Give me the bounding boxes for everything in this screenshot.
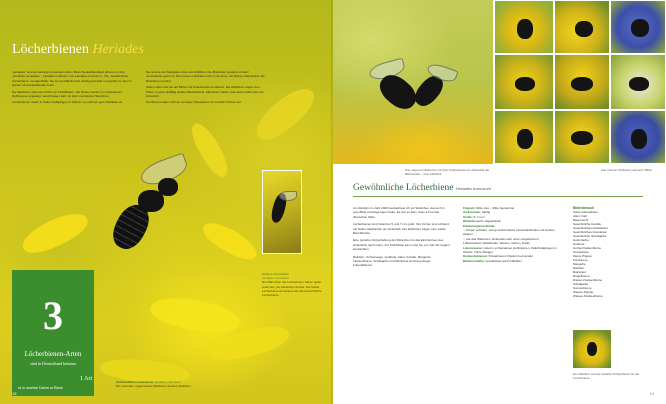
bee-body — [631, 129, 647, 149]
flower-list-item: Gundelrebe — [573, 250, 589, 255]
bee-thumbnail — [554, 0, 610, 54]
left-text-column-1 — [12, 70, 132, 107]
paragraph: Löcherbienen nisten in Käfer-Fraßgängen in Totholz, sie nehmen gern Nisthilfen an. — [12, 100, 124, 105]
section-heading — [353, 183, 491, 193]
flower-list-item: Sonnenblume — [573, 286, 592, 291]
paragraph: Die Bienen halten sich an sonnigen Standorten mit reichlich Totholz auf. — [146, 100, 242, 105]
bee-body — [587, 342, 597, 356]
caption-text: Die Männchen der Löcherbiene haben gelbe Antennen, die Weibchen dunkle. Die Gelbe Löcherbiene ist seltener als die Gewöhnliche Löcherbiene. — [262, 280, 322, 298]
paragraph: Löcherbienen sind zwischen 5 und 7 mm groß. Ihre Körper sind schwarz mit hellen Haarbinden am Hinterleib. Die Weibchen tragen eine weiße Bauchbürste. — [353, 222, 450, 236]
photo-caption-right: Hier ruht ein Weibchen auf einer Blüte. — [601, 168, 653, 172]
heading-text: Gewöhnliche Löcherbiene — [353, 183, 454, 193]
paragraph: Die Weibchen sammeln Pollen an Korbblütlern. Die Nester werden in vorhandenen Hohlräumen angelegt, verschlossen wird mit Harz und kleinen Steinchen. — [12, 89, 123, 99]
flower-list-item: Gewöhnliche Kamille — [573, 222, 602, 227]
caption-text: Ein ruhendes, regennasses Weibchen auf dem Rainfarn. — [116, 384, 192, 389]
flower-list — [573, 206, 643, 298]
title-latin: Heriades — [92, 42, 144, 57]
caption-latin: Heriades crenulatus — [262, 276, 289, 281]
right-page — [333, 0, 666, 404]
fact-row: ♂ wie das Weibchen, Hinterleib nach unten eingekrümmt — [463, 236, 539, 241]
bee-thumbnail — [494, 54, 554, 110]
page-title — [12, 42, 144, 58]
fact-row: Blütenvorliebe: spezialisiert auf Korbblütler — [463, 258, 522, 263]
book-gutter — [331, 0, 335, 404]
garden-species-label: ist in unserem Garten zu Hause — [18, 386, 64, 390]
heading-latin: Heriades truncorum — [455, 186, 491, 191]
bee-thumbnail — [554, 110, 610, 164]
inset-caption — [262, 272, 322, 297]
bee-thumbnail — [610, 54, 666, 110]
flower-list-item: Kleine Pippau — [573, 254, 592, 259]
flower-list-item: Alant, Kalt — [573, 214, 587, 219]
garden-species-count: 1 Art — [80, 376, 93, 382]
bee-body — [515, 77, 535, 91]
flower-petal — [199, 216, 262, 265]
bee-thumbnail — [610, 110, 666, 164]
paragraph: „Heriades“ ist eine Gattung mit wenigen Arten. Beim Deutschlandweit gibt es nur drei: „Heriades crenulatus“, „Heriades rubicola“ und „Heriades truncorum“. Die „Gewöhnliche Löcherbiene“ ist abgebildet. Sie ist von Mai/Juni bis Juli/August aktiv und gehört zu den im Garten oft anzutreffenden Arten. — [12, 70, 132, 88]
bee-thumbnail — [610, 0, 666, 54]
flower-petal — [186, 119, 233, 181]
flower-list-item: Wiesen-Pippau — [573, 290, 594, 295]
bee-body — [571, 131, 593, 145]
flower-bee-photo — [573, 330, 611, 368]
title-main: Löcherbienen — [12, 42, 89, 57]
flower-list-item: Schafgarbe — [573, 282, 589, 287]
flower-list-item: Gewöhnliches Greiskraut — [573, 230, 607, 235]
flower-petal — [18, 206, 92, 259]
inset-bee-photo — [262, 170, 302, 254]
paragraph: Rainfarn, Ochsenauge, Goldrute, Alant, Kamille, Margerite, Flockenblume, Schafgarbe und Rainkraut sind bevorzugte Futterpflanzen. — [353, 254, 432, 268]
bee-body — [517, 19, 533, 39]
flower-photo-caption: Der Rainfarn ist eine beliebte Futterpflanze für die Löcherbiene. — [573, 372, 640, 380]
fact-row: Vorkommen: häufig — [463, 210, 491, 215]
bee-thumbnail — [554, 54, 610, 110]
species-count-label: Löcherbienen-Arten — [24, 350, 82, 358]
bee-body — [571, 77, 593, 91]
page-number: 18 — [12, 391, 17, 396]
fact-row: Kuckucksbienen: Düsterbienen (Stelis breviuscula) — [463, 254, 533, 259]
flower-list-item: Margerite — [573, 262, 586, 267]
flower-list-item: Gewöhnliche Schafgarbe — [573, 234, 607, 239]
bee-body — [631, 19, 649, 37]
fact-row: Erkennungsmerkmale: — [463, 223, 496, 228]
bee-body — [517, 129, 533, 149]
bee-thumbnail — [494, 110, 554, 164]
flower-list-item: Rainkraut — [573, 270, 586, 275]
paragraph: Selten sieht man sie auf Blüten mit Pollenbürste am Bauch. Die Weibchen tragen den Pollen in einer auffällig weißen Bauchbürste. Männchen haben zwei kleine Zähnchen am Hinterleib. — [146, 85, 264, 99]
left-text-column-2 — [146, 70, 266, 107]
main-photo-caption — [116, 380, 226, 388]
flower-list-item: Gewöhnliches Ferkelkraut — [573, 226, 608, 231]
photo-caption: Hier zeigt ein Weibchen mit ihrer Pollenbürste am Hinterleib die Blütennähe – eine Mahlzeit. — [405, 168, 490, 176]
page-number: 19 — [649, 391, 654, 396]
flower-list-item: Bauernsenf — [573, 218, 589, 223]
flower-list-item: Kornblume — [573, 258, 588, 263]
species-count: 3 — [43, 293, 63, 338]
species-count-subtitle: sind in Deutschland bekannt — [30, 361, 76, 366]
bee-wing — [279, 191, 297, 201]
flower-list-item: Große Flockenblume — [573, 246, 602, 251]
caption-title: Gelbe Löcherbiene — [262, 272, 290, 276]
flower-list-title: Blütenbesuch — [573, 206, 595, 210]
flower-list-item: Goldrute — [573, 242, 585, 247]
bee-body — [575, 21, 593, 37]
flower-list-item: Rispen-Flockenblume — [573, 278, 603, 283]
flower-list-item: Wiesen-Flockenblume — [573, 294, 603, 299]
caption-title: Gewöhnliche Löcherbiene — [116, 380, 154, 384]
fact-row: Flugzeit: Mitte Juni – Mitte September — [463, 206, 515, 210]
flower-petal — [148, 292, 242, 337]
fact-row: Blütenbesuch: oligolektisch — [463, 219, 502, 224]
bee-body — [629, 77, 649, 91]
paragraph: Eine typische Körperhaltung der Männchen ist das Einkrümmen des Hinterleibs nach unten. Auf Korbblüten kann man sie von Juni bis August beobachten. — [353, 238, 450, 252]
fact-row: Lebensweise: nistet in vorhandenen Hohlräumen, Käferfraßgängen in Totholz, hohle Stängel — [463, 245, 557, 255]
species-count-box — [12, 270, 94, 396]
species-facts — [463, 206, 559, 263]
fact-row: Lebensraum: Waldränder, Wiesen, Gärten, Parks — [463, 241, 530, 246]
caption-latin: Heriades truncorum — [154, 380, 181, 384]
paragraph: Sie ist eine der häufigsten Arten an Nisthilfen. Die Brutzellen werden mit Harz voneinander getrennt. Die Larven entwickeln sich im Sommer, die Bienen überwintern als Ruhelarve im Nest. — [146, 70, 265, 83]
bee-thumbnail — [494, 0, 554, 54]
fact-row: ♀ Körper schwarz, wenig weiß behaart, Hinterleibsbinden mit weißen Haaren — [463, 228, 555, 237]
heading-divider — [353, 196, 643, 197]
body-text-column — [353, 206, 451, 271]
main-bee-photo — [333, 0, 493, 164]
flower-list-item: Rainfarn — [573, 266, 585, 271]
flower-list-item: Acker-Gänsedistel — [573, 210, 598, 215]
flower-list-item: Ringelblume — [573, 274, 590, 279]
flower-list-item: Gold-Garbe — [573, 238, 589, 243]
fact-row: Größe: 5–7 mm — [463, 214, 485, 219]
paragraph: Am Rainfarn im Jahr 2020 beobachtete ich ein Weibchen, das sich in eine Blüte zurückgezogen hatte. Es war so klein, dass ich es fast übersehen hätte. — [353, 206, 445, 219]
